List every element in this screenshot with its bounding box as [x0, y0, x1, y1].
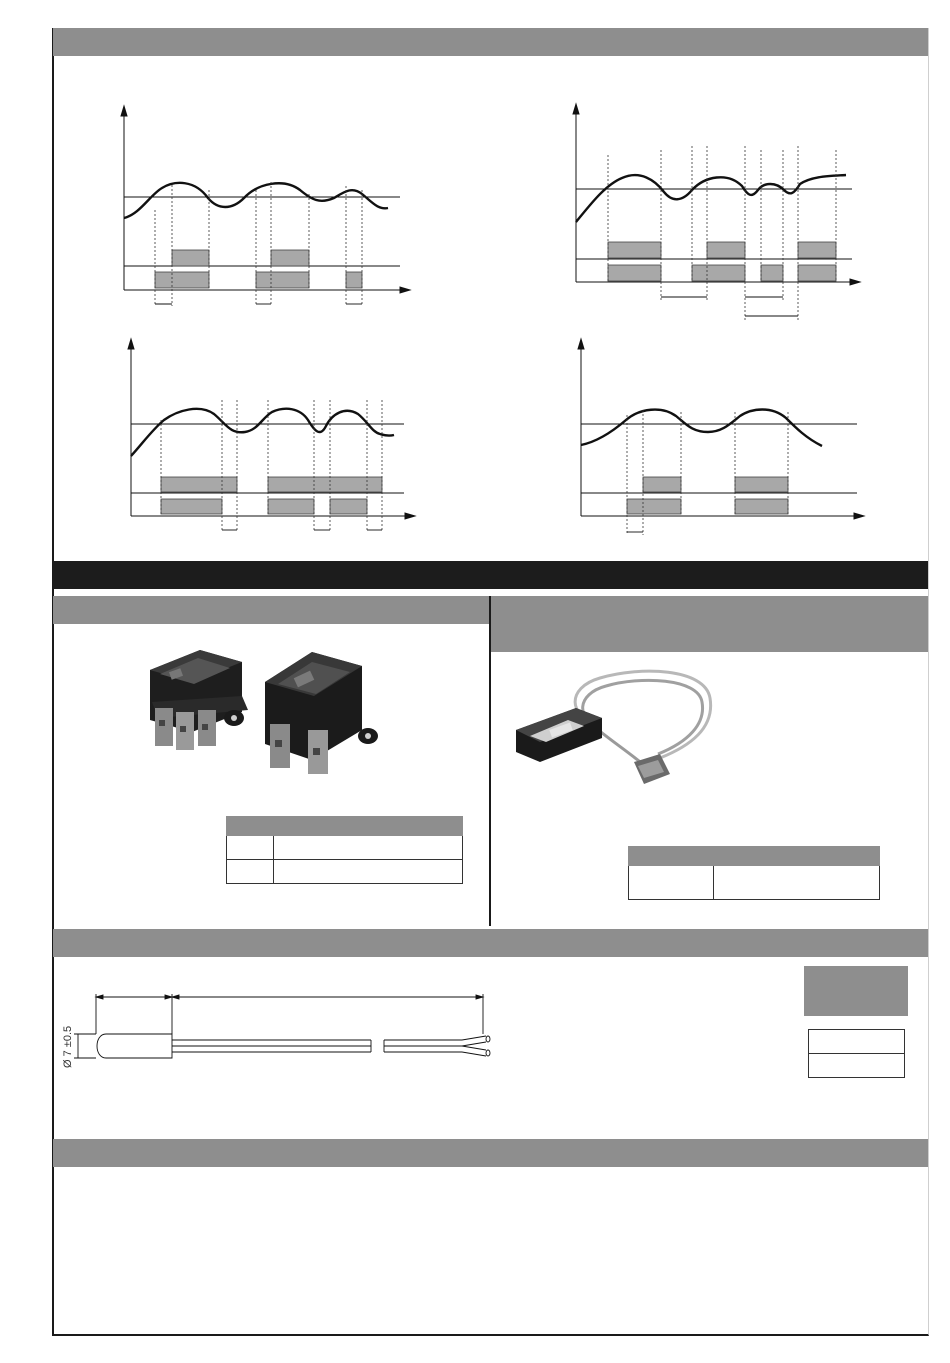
probe-table [808, 1029, 905, 1078]
probe-diameter-label: Ø 7 ±0.5 [62, 1025, 74, 1068]
table-row [809, 1030, 905, 1054]
probe-model-box [804, 966, 908, 1016]
table-row [809, 1054, 905, 1078]
